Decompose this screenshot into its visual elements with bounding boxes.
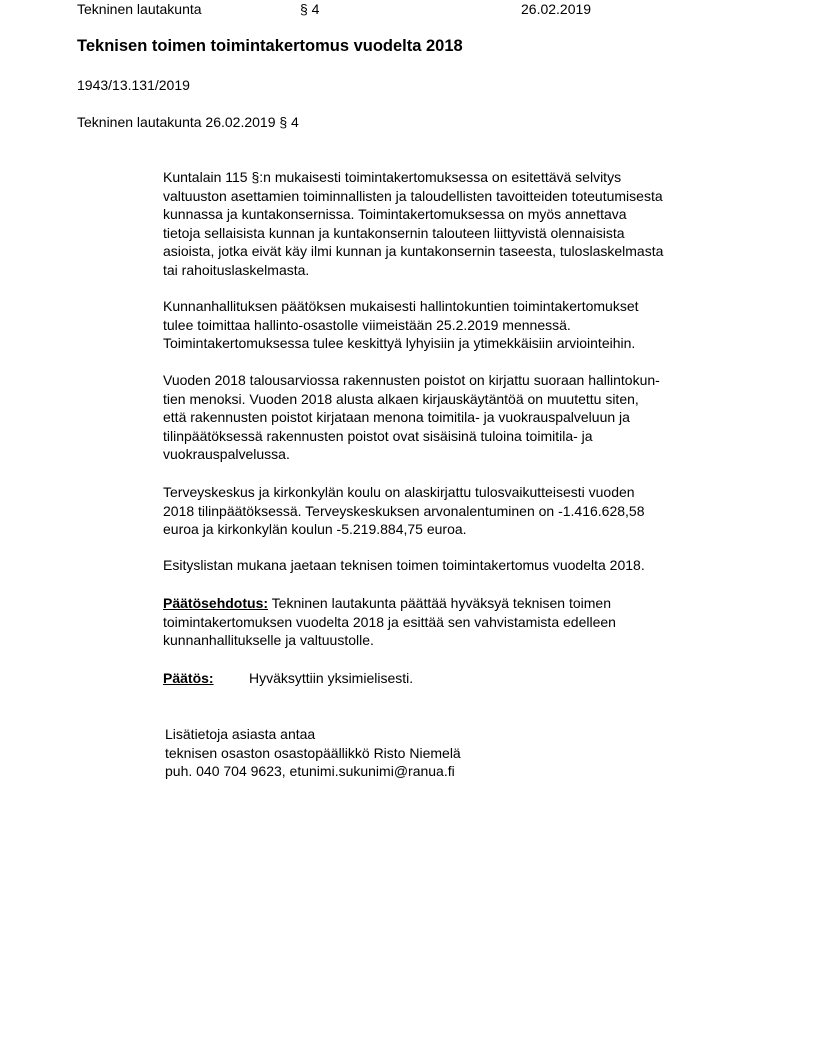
text-line: Kunnanhallituksen päätöksen mukaisesti hallintokuntien toimintakertomukset xyxy=(163,298,639,314)
text-line: kunnassa ja kuntakonsernissa. Toimintakertomuksessa on myös annettava xyxy=(163,206,627,222)
decision xyxy=(163,669,414,688)
text-line: 2018 tilinpäätöksessä. Terveyskeskuksen arvonalentuminen on -1.416.628,58 xyxy=(163,502,645,519)
paragraph-2 xyxy=(163,297,639,353)
text-line: puh. 040 704 9623, etunimi.sukunimi@ranua.fi xyxy=(165,763,455,779)
text-line: Lisätietoja asiasta antaa xyxy=(165,726,316,742)
decision-label: Päätös: xyxy=(163,670,214,686)
text-line: valtuuston asettamien toiminnallisten ja taloudellisten tavoitteiden toteutumisesta xyxy=(163,187,663,204)
meeting-reference: Tekninen lautakunta 26.02.2019 § 4 xyxy=(77,114,299,130)
text-line: euroa ja kirkonkylän koulun -5.219.884,75 euroa. xyxy=(163,521,467,537)
contact-info xyxy=(165,725,461,781)
text-line: vuokrauspalvelussa. xyxy=(163,446,290,462)
text-line: tietoja sellaisista kunnan ja kuntakonsernin talouteen liittyvistä olennaisista xyxy=(163,224,625,241)
text-line: Esityslistan mukana jaetaan teknisen toimen toimintakertomus vuodelta 2018. xyxy=(163,557,645,573)
case-number: 1943/13.131/2019 xyxy=(77,77,190,93)
text-line: Terveyskeskus ja kirkonkylän koulu on alaskirjattu tulosvaikutteisesti vuoden xyxy=(163,484,635,500)
paragraph-5 xyxy=(163,556,645,575)
header-board: Tekninen lautakunta xyxy=(77,1,202,17)
header-date: 26.02.2019 xyxy=(521,1,592,17)
text-line: Kuntalain 115 §:n mukaisesti toimintakertomuksessa on esitettävä selvitys xyxy=(163,169,622,185)
header-section: § 4 xyxy=(300,1,320,17)
text-line: Tekninen lautakunta päättää hyväksyä teknisen toimen xyxy=(268,595,611,611)
document-title: Teknisen toimen toimintakertomus vuodelta 2018 xyxy=(77,37,463,55)
decision-proposal xyxy=(163,594,616,650)
paragraph-3 xyxy=(163,371,660,464)
paragraph-4 xyxy=(163,483,645,539)
text-line: Vuoden 2018 talousarviossa rakennusten poistot on kirjattu suoraan hallintokun- xyxy=(163,372,660,388)
text-line: tilinpäätöksessä rakennusten poistot ovat sisäisinä tuloina toimitila- ja xyxy=(163,427,593,444)
text-line: teknisen osaston osastopäällikkö Risto Niemelä xyxy=(165,744,461,761)
text-line: Toimintakertomuksessa tulee keskittyä lyhyisiin ja ytimekkäisiin arviointeihin. xyxy=(163,335,636,351)
decision-text: Hyväksyttiin yksimielisesti. xyxy=(249,670,414,686)
text-line: tulee toimittaa hallinto-osastolle viimeistään 25.2.2019 mennessä. xyxy=(163,316,571,333)
paragraph-1 xyxy=(163,168,663,279)
text-line: toimintakertomuksen vuodelta 2018 ja esittää sen vahvistamista edelleen xyxy=(163,613,616,630)
text-line: asioista, jotka eivät käy ilmi kunnan ja kuntakonsernin taseesta, tuloslaskelmasta xyxy=(163,243,664,259)
proposal-label: Päätösehdotus: xyxy=(163,595,269,611)
text-line: että rakennusten poistot kirjataan menona toimitila- ja vuokrauspalveluun ja xyxy=(163,409,630,425)
text-line: kunnanhallitukselle ja valtuustolle. xyxy=(163,632,374,648)
text-line: tien menoksi. Vuoden 2018 alusta alkaen kirjauskäytäntöä on muutettu siten, xyxy=(163,390,639,407)
text-line: tai rahoituslaskelmasta. xyxy=(163,261,310,278)
